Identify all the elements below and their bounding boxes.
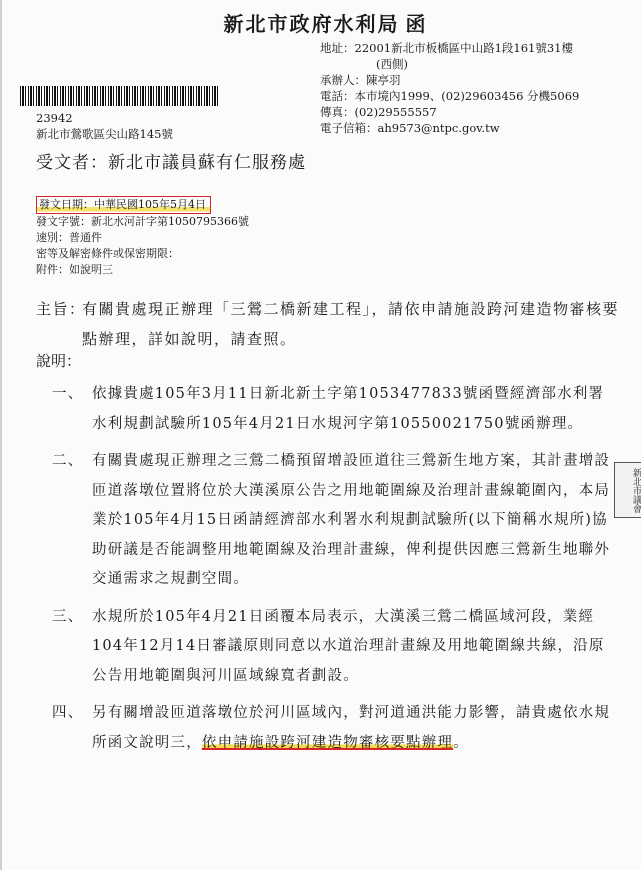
explanation-item: 三、 水規所於105年4月21日函覆本局表示，大漢溪三鶯二橋區域河段，業經104年12月14日審議原則同意以水道治理計畫線及用地範圍線共線，沿原公告用地範圍與河川區域線寬者劃設。: [52, 608, 605, 684]
address-row-2: (西側): [376, 57, 408, 71]
phone-row: 電話：本市境內1999、(02)29603456 分機5069: [320, 89, 580, 103]
subject-label: 主旨：: [36, 300, 86, 318]
subject-text: 有關貴處現正辦理「三鶯二橋新建工程」，請依申請施設跨河建造物審核要點辦理，詳如說明，請查照。: [82, 300, 620, 348]
explanation-label: 說明：: [36, 352, 82, 370]
speed-class: 速別：普通件: [36, 231, 102, 244]
received-stamp: 新北市議會: [614, 462, 641, 518]
document-meta: [36, 196, 249, 278]
document-number: 發文字號：新北水河計字第1050795366號: [36, 215, 249, 228]
attachment: 附件：如說明三: [36, 263, 113, 276]
issue-date: 發文日期：中華民國105年5月4日: [36, 196, 211, 214]
fax-row: 傳真：(02)29555557: [320, 105, 437, 119]
address-row: 地址：22001新北市板橋區中山路1段161號31樓: [320, 41, 573, 55]
agency-name: 新北市政府水利局: [223, 12, 400, 36]
sender-info: [320, 40, 640, 136]
explanation-list: [52, 380, 617, 766]
handler-row: 承辦人：陳亭羽: [320, 73, 401, 87]
explanation-item: 二、 有關貴處現正辦理之三鶯二橋預留增設匝道往三鶯新生地方案，其計畫增設匝道落墩位置將位於大漢溪原公告之用地範圍線及治理計畫線範圍內，本局業於105年4月15日函請經濟部水利署水利規劃試驗所(以下簡稱水規所)協助研議是否能調整用地範圍線及治理計畫線，俾利提供因應三鶯新生地聯外交通需求之規劃空間。: [52, 453, 611, 587]
document-type: 函: [405, 12, 428, 36]
security-level: 密等及解密條件或保密期限：: [36, 247, 179, 260]
zip-code: 23942: [36, 111, 73, 125]
document-title: [2, 8, 641, 37]
barcode: [20, 86, 220, 106]
explanation-item: 一、 依據貴處105年3月11日新北新土字第1053477833號函暨經濟部水利署水利規劃試驗所105年4月21日水規河字第10550021750號函辦理。: [52, 386, 605, 432]
subject: [36, 294, 626, 354]
mailing-street: 新北市鶯歌區尖山路145號: [36, 127, 173, 141]
recipient: 受文者：新北市議員蘇有仁服務處: [36, 153, 306, 173]
mailing-address: [36, 110, 173, 142]
highlighted-text: 依申請施設跨河建造物審核要點辦理: [201, 734, 454, 751]
explanation-item: 四、 另有關增設匝道落墩位於河川區域內，對河道通洪能力影響，請貴處依水規所函文說明三，依申請施設跨河建造物審核要點辦理。: [52, 705, 611, 751]
email-row: 電子信箱：ah9573@ntpc.gov.tw: [320, 121, 500, 135]
